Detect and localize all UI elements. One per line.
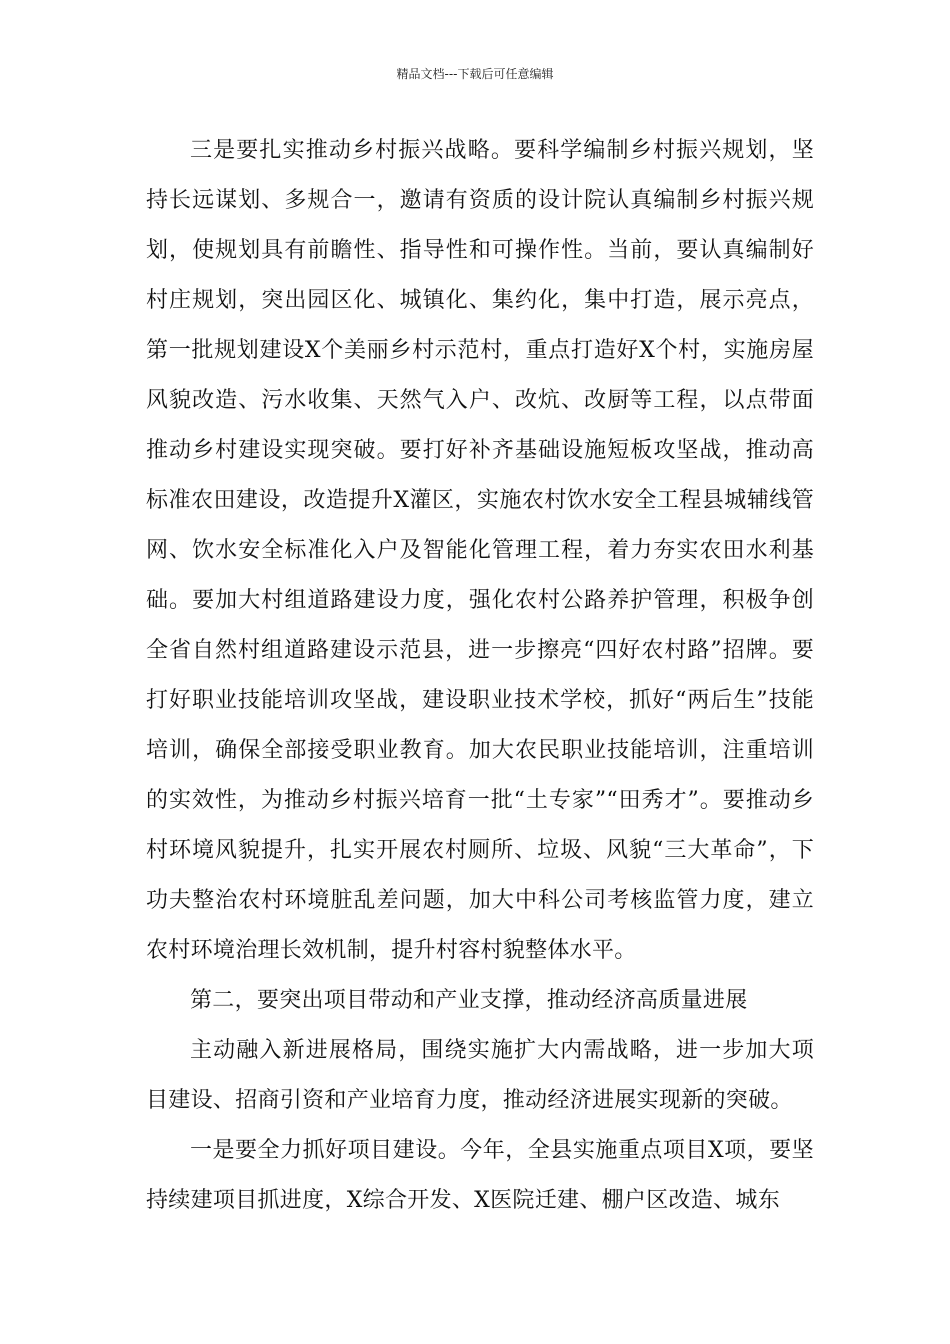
page-header: 精品文档---下载后可任意编辑 — [396, 67, 554, 81]
paragraph-new-development-pattern: 主动融入新进展格局，围绕实施扩大内需战略，进一步加大项目建设、招商引资和产业培育力度，推动经济进展实现新的突破。 — [146, 1038, 814, 1113]
section-heading: 第二，要突出项目带动和产业支撑，推动经济高质量进展 — [190, 988, 748, 1013]
document-body — [146, 126, 814, 1226]
paragraph-project-construction: 一是要全力抓好项目建设。今年，全县实施重点项目X项，要坚持续建项目抓进度，X综合开发、X医院迁建、棚户区改造、城东 — [146, 1138, 814, 1213]
paragraph-rural-revitalization: 三是要扎实推动乡村振兴战略。要科学编制乡村振兴规划，坚持长远谋划、多规合一，邀请有资质的设计院认真编制乡村振兴规划，使规划具有前瞻性、指导性和可操作性。当前，要认真编制好村庄规划，突出园区化、城镇化、集约化，集中打造，展示亮点，第一批规划建设X个美丽乡村示范村，重点打造好X个村，实施房屋风貌改造、污水收集、天然气入户、改炕、改厨等工程，以点带面推动乡村建设实现突破。要打好补齐基础设施短板攻坚战，推动高标准农田建设，改造提升X灌区，实施农村饮水安全工程县城辅线管网、饮水安全标准化入户及智能化管理工程，着力夯实农田水利基础。要加大村组道路建设力度，强化农村公路养护管理，积极争创全省自然村组道路建设示范县，进一步擦亮“四好农村路”招牌。要打好职业技能培训攻坚战，建设职业技术学校，抓好“两后生”技能培训，确保全部接受职业教育。加大农民职业技能培训，注重培训的实效性，为推动乡村振兴培育一批“土专家”“田秀才”。要推动乡村环境风貌提升，扎实开展农村厕所、垃圾、风貌“三大革命”，下功夫整治农村环境脏乱差问题，加大中科公司考核监管力度，建立农村环境治理长效机制，提升村容村貌整体水平。 — [146, 138, 814, 963]
